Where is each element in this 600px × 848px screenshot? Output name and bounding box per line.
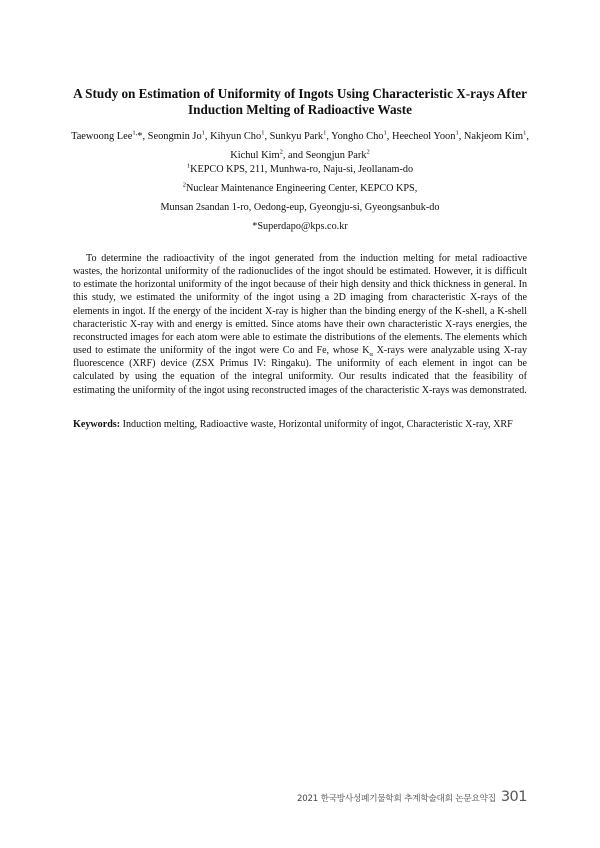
author-name: Sunkyu Park: [269, 131, 324, 142]
abstract-text: To determine the radioactivity of the ingot generated from the induction melting for metal radioactive wastes, the horizontal uniformity of the radionuclides of the ingot should be estimated. However, it is difficult to estimate the horizontal uniformity of the ingot because of their high density and thick thickness in general. In this study, we estimated the uniformity of the ingot using a 2D imaging from characteristic X-rays of the elements in ingot. If the energy of the incident X-ray is higher than the binding energy of the K-shell, a K-shell characteristic X-ray with and energy is emitted. Since atoms have their own characteristic X-rays energies, the reconstructed images for each atom were able to estimate the distributions of the elements. The elements which used to estimate the uniformity of the ingot were Co and Fe, whose K: [73, 253, 527, 357]
author-name: Heecheol Yoon: [391, 131, 456, 142]
corresponding-email: *Superdapo@kps.co.kr: [252, 221, 348, 232]
author-name: Kichul Kim: [230, 150, 280, 161]
corresponding-mark: *: [137, 131, 143, 142]
paper-title: A Study on Estimation of Uniformity of Ingots Using Characteristic X-rays After Induction Melting of Radioactive Waste: [73, 86, 527, 117]
author-affiliation-mark: 1: [323, 129, 327, 137]
alpha-subscript: α: [369, 351, 373, 359]
page-footer: [297, 786, 527, 805]
author-affiliation-mark: 1: [455, 129, 459, 137]
keywords-label: Keywords:: [73, 419, 121, 430]
affiliation-text: KEPCO KPS, 211, Munhwa-ro, Naju-si, Jeollanam-do: [190, 164, 414, 175]
author-list: Taewoong Lee$^{1,}$*, Seongmin Jo$^1$, Kihyun Cho$^1$, Sunkyu Park$^1$, Yongho Cho$^1$, Heecheol Yoon$^1$, Nakjeom Kim$^1$, Kichul Kim$^2$, and Seongjun Park$^2$: [71, 129, 529, 161]
affiliation-2-address: Munsan 2sandan 1-ro, Oedong-eup, Gyeongju-si, Gyeongsanbuk-do: [160, 202, 440, 213]
author-name: Nakjeom Kim: [463, 131, 524, 142]
author-affiliation-mark: 1: [201, 129, 205, 137]
author-name: Yongho Cho: [331, 131, 384, 142]
page-number: 301: [500, 789, 527, 805]
affiliation-1: [60, 163, 540, 177]
author-name: Taewoong Lee: [71, 131, 133, 142]
proceedings-title: 2021 한국방사성폐기물학회 추계학술대회 논문요약집: [297, 794, 496, 804]
affiliation-2: [60, 182, 540, 196]
author-and: and: [288, 150, 304, 161]
author-affiliation-mark: 1: [383, 129, 387, 137]
author-affiliation-mark: 2: [279, 148, 283, 156]
author-name: Seongmin Jo: [147, 131, 202, 142]
affiliation-mark: 2: [182, 181, 186, 189]
author-affiliation-mark: 1: [523, 129, 527, 137]
author-affiliation-mark: 1: [261, 129, 265, 137]
author-affiliation-mark: 1,: [132, 129, 138, 137]
author-name: Kihyun Cho: [210, 131, 262, 142]
affiliation-mark: 1: [186, 162, 191, 170]
affiliation-text: Nuclear Maintenance Engineering Center, KEPCO KPS,: [185, 183, 418, 194]
author-name: Seongjun Park: [305, 150, 367, 161]
author-affiliation-mark: 2: [366, 148, 370, 156]
keywords: [73, 418, 527, 431]
abstract: [73, 252, 527, 397]
keywords-text: Induction melting, Radioactive waste, Horizontal uniformity of ingot, Characteristic X-ray, XRF: [120, 419, 513, 430]
abstract-text-continued: X-rays were analyzable using X-ray fluorescence (XRF) device (ZSX Primus IV: Ringaku). The uniformity of each element in ingot can be calculated by using the equation of the integral uniformity. Our results indicated that the feasibility of estimating the uniformity of the ingot using reconstructed images of the characteristic X-rays was demonstrated.: [73, 345, 527, 396]
